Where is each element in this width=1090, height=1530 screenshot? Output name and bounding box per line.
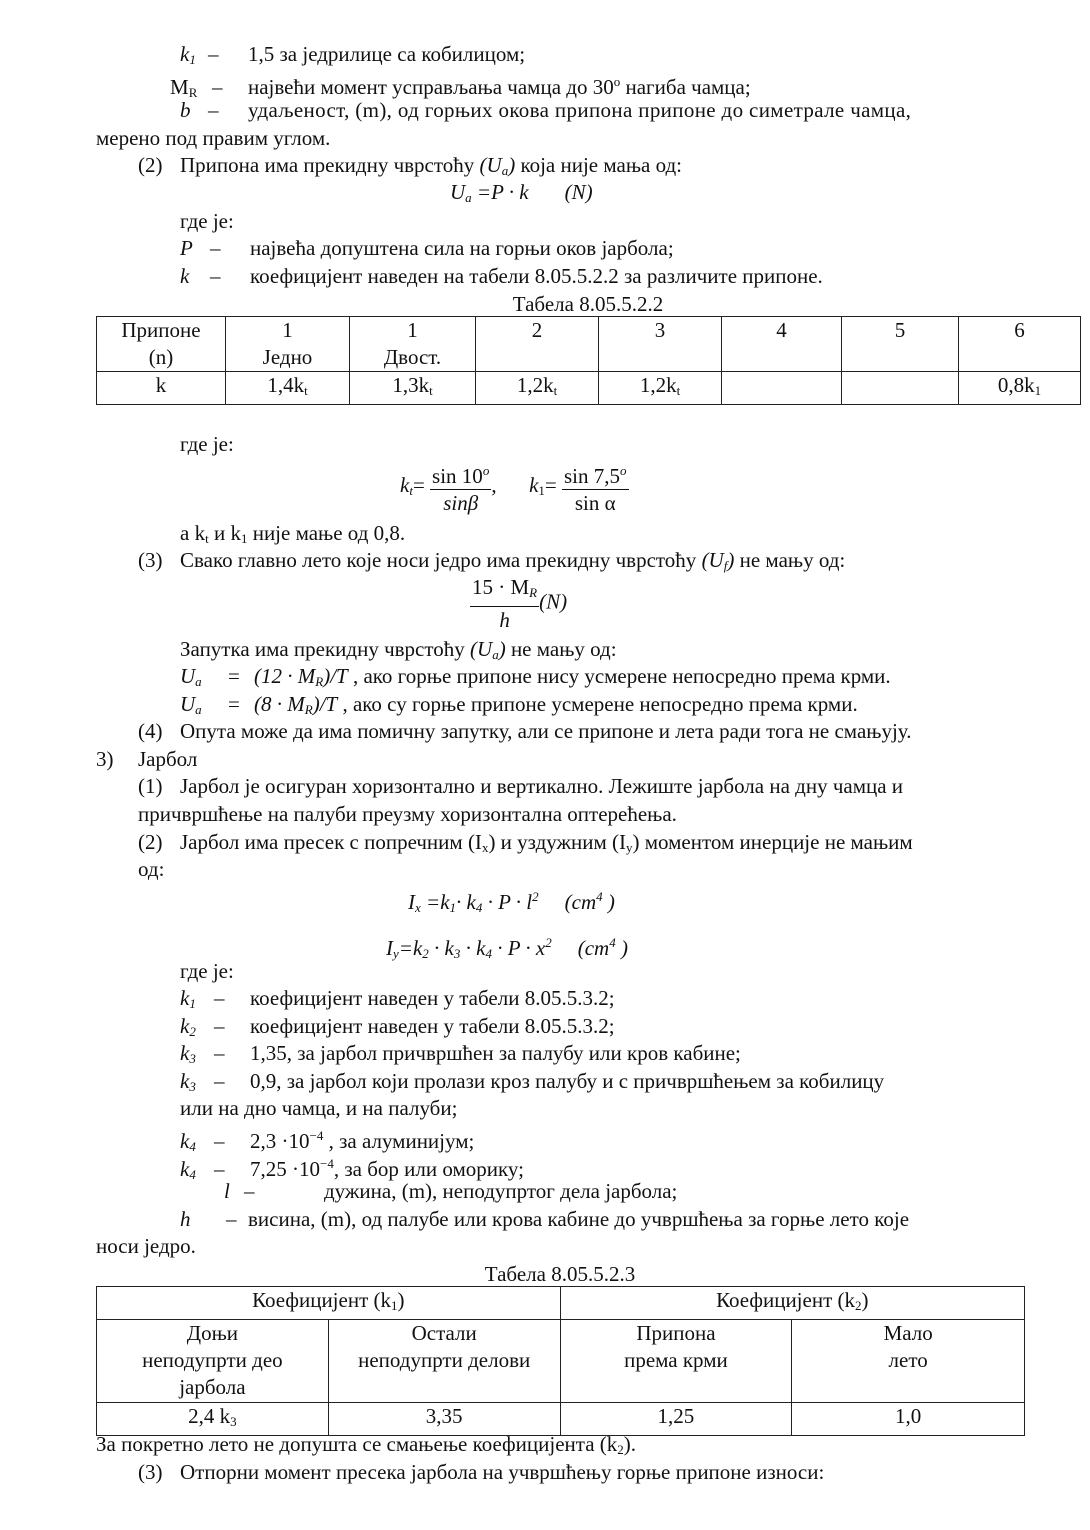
formula-iy: $I_y=k_2 \cdot k_3 \cdot k_4 \cdot P \cdot x^2$ ($cm^4$ ) xyxy=(386,935,628,961)
def-k4-a: $k_4 - 2,3 \cdot 10^{-4}$ , за алуминијум; xyxy=(180,1128,475,1154)
where-label: где је: xyxy=(180,209,234,233)
def-k3-b: $k_3 - 0,9$, за јарбол који пролази кроз палубу и с причвршћењем за кобилицу xyxy=(180,1069,885,1094)
def-k3-a: $k_3 - 1,35$, за јарбол причвршћен за палубу или кров кабине; xyxy=(180,1041,741,1066)
table-cell: $1,3k_t$ xyxy=(350,372,476,405)
table-cell: 3,35 xyxy=(328,1403,560,1436)
def-h: h – висина, (m), од палубе или крова кабине до учвршћења за горње лето које xyxy=(180,1207,910,1231)
fraction-k1: $\frac{\sin 7,5^o}{\text{sin α}}$ xyxy=(562,458,629,516)
section-3-heading: 3) Јарбол xyxy=(96,747,198,771)
def-symbol: b xyxy=(180,98,191,122)
table-cell: Остали неподупрти делови xyxy=(328,1320,560,1403)
table-cell: 1 Једно xyxy=(226,317,350,372)
table-cell: 3 xyxy=(599,317,722,372)
table-cell: $0,8k_1$ xyxy=(959,372,1081,405)
table-cell: k xyxy=(97,372,226,405)
formula-ua: $U_a =P \cdot k$ (N) xyxy=(450,180,593,205)
kt-k1-note: а $k_t$ и $k_1$ није мање од 0,8. xyxy=(180,521,406,546)
formula-ua-12: $U_a = (12 \cdot M_R)/T$ , ако горње припоне нису усмерене непосредно према крми. xyxy=(180,664,891,689)
section-3-p1: (1) Јарбол је осигуран хоризонтално и вертикално. Лежиште јарбола на дну чамца и xyxy=(138,774,904,798)
table-cell: 5 xyxy=(842,317,959,372)
def-text: 1,5 за једрилице са кобилицом; xyxy=(248,42,526,66)
def-k1-table: $k_1$ – коефицијент наведен у табели 8.05.5.3.2; xyxy=(180,986,615,1011)
def-p: P – највећа допуштена сила на горњи оков јарбола; xyxy=(180,236,674,260)
table-8-05-5-2-3 xyxy=(96,1286,1025,1436)
table-cell: 1,0 xyxy=(792,1403,1025,1436)
section-3-p1-continued: причвршћење на палуби преузму хоризонтална оптерећења. xyxy=(138,802,677,826)
formula-ix: $I_x =k_1\cdot k_4 \cdot P \cdot l^2$ ($cm^4$ ) xyxy=(408,889,615,915)
table-cell: $1,2k_t$ xyxy=(599,372,722,405)
def-h-continued: носи једро. xyxy=(96,1234,196,1258)
table-cell: Припоне (n) xyxy=(97,317,226,372)
table-cell: 4 xyxy=(722,317,842,372)
table-cell: Мало лето xyxy=(792,1320,1025,1403)
paragraph-3: (3) Свако главно лето које носи једро има прекидну чврстоћу $(U_f)$ не мању од: xyxy=(138,548,846,573)
table-cell: 1 Двост. xyxy=(350,317,476,372)
table-cell: 2 xyxy=(476,317,599,372)
table-cell xyxy=(842,372,959,405)
def-symbol: $k_1$ xyxy=(180,42,196,67)
table-group-header: Коефицијент $(k_2)$ xyxy=(560,1287,1024,1320)
section-3-p3: (3) Отпорни момент пресека јарбола на учвршћењу горње припоне износи: xyxy=(138,1460,825,1484)
table-row xyxy=(97,372,1081,405)
def-text: удаљеност, (m), од горњих окова припона припоне до симетрале чамца, xyxy=(248,98,912,122)
def-symbol: $M_R$ xyxy=(170,75,198,100)
table-group-header: Коефицијент $(k_1)$ xyxy=(97,1287,561,1320)
def-k3-b-continued: или на дно чамца, и на палуби; xyxy=(180,1096,458,1120)
table-cell: Припона према крми xyxy=(560,1320,792,1403)
fraction-uf: $\frac{15 \cdot M_R}{h}$ xyxy=(472,575,538,632)
table-row xyxy=(97,1287,1025,1320)
formula-ua-8: $U_a = (8 \cdot M_R)/T$ , ако су горње припоне усмерене непосредно према крми. xyxy=(180,692,858,717)
table2-caption: Табела 8.05.5.2.3 xyxy=(484,1262,636,1286)
table-cell: 2,4 $k_3$ xyxy=(97,1403,329,1436)
formula-kt-k1: $k_t=$ $\frac{\sin 10^o}{\sin\beta}$ , $k_1=$ $\frac{\sin 7,5^o}{\text{sin α}}$ xyxy=(400,458,629,516)
def-k4-b: $k_4 - 7,25 \cdot 10^{-4}$, за бор или оморику; xyxy=(180,1156,524,1182)
table-row xyxy=(97,317,1081,372)
where-label-2: где је: xyxy=(180,432,234,456)
table-cell: $1,4k_t$ xyxy=(226,372,350,405)
table1-caption: Табела 8.05.5.2.2 xyxy=(512,292,664,316)
table-cell: 6 xyxy=(959,317,1081,372)
table-8-05-5-2-2 xyxy=(96,316,1081,405)
paragraph-4: (4) Опута може да има помичну запутку, али се припоне и лета ради тога не смањују. xyxy=(138,719,912,743)
table-cell: 1,25 xyxy=(560,1403,792,1436)
formula-uf: $\frac{15 \cdot M_R}{h}$ (N) xyxy=(472,575,568,632)
table-cell: Доњи неподупрти део јарбола xyxy=(97,1320,329,1403)
table-row xyxy=(97,1320,1025,1403)
def-k2-table: $k_2$ – коефицијент наведен у табели 8.05.5.3.2; xyxy=(180,1014,615,1039)
def-l: l – дужина, (m), неподупртог дела јарбола; xyxy=(224,1179,678,1203)
paragraph-2: (2) Припона има прекидну чврстоћу $(U_a)$ која није мања од: xyxy=(138,153,683,178)
def-b-continued: мерено под правим углом. xyxy=(96,126,331,150)
zaputka-text: Запутка има прекидну чврстоћу $(U_a)$ не мању од: xyxy=(180,637,617,662)
section-3-p2: (2) Јарбол има пресек с попречним $(I_x)$ и уздужним $(I_y)$ моментом инерције не мањим xyxy=(138,830,913,855)
fraction-kt: $\frac{\sin 10^o}{\sin\beta}$ xyxy=(430,458,491,516)
def-mr: $M_R$ – највећи момент усправљања чамца до 30$^o$ нагиба чамца; xyxy=(170,69,751,106)
def-k1: $k_1 - 1,5$ за једрилице са кобилицом; xyxy=(180,41,525,73)
table-cell xyxy=(722,372,842,405)
k2-note: За покретно лето не допушта се смањење коефицијента $(k_2)$. xyxy=(96,1432,637,1457)
table-cell: $1,2k_t$ xyxy=(476,372,599,405)
def-b: b – удаљеност, (m), од горњих окова припона припоне до симетрале чамца, xyxy=(180,98,912,122)
def-k: k – коефицијент наведен на табели 8.05.5.2.2 за различите припоне. xyxy=(180,264,823,288)
section-3-p2-continued: од: xyxy=(138,857,165,881)
where-label-3: где је: xyxy=(180,959,234,983)
